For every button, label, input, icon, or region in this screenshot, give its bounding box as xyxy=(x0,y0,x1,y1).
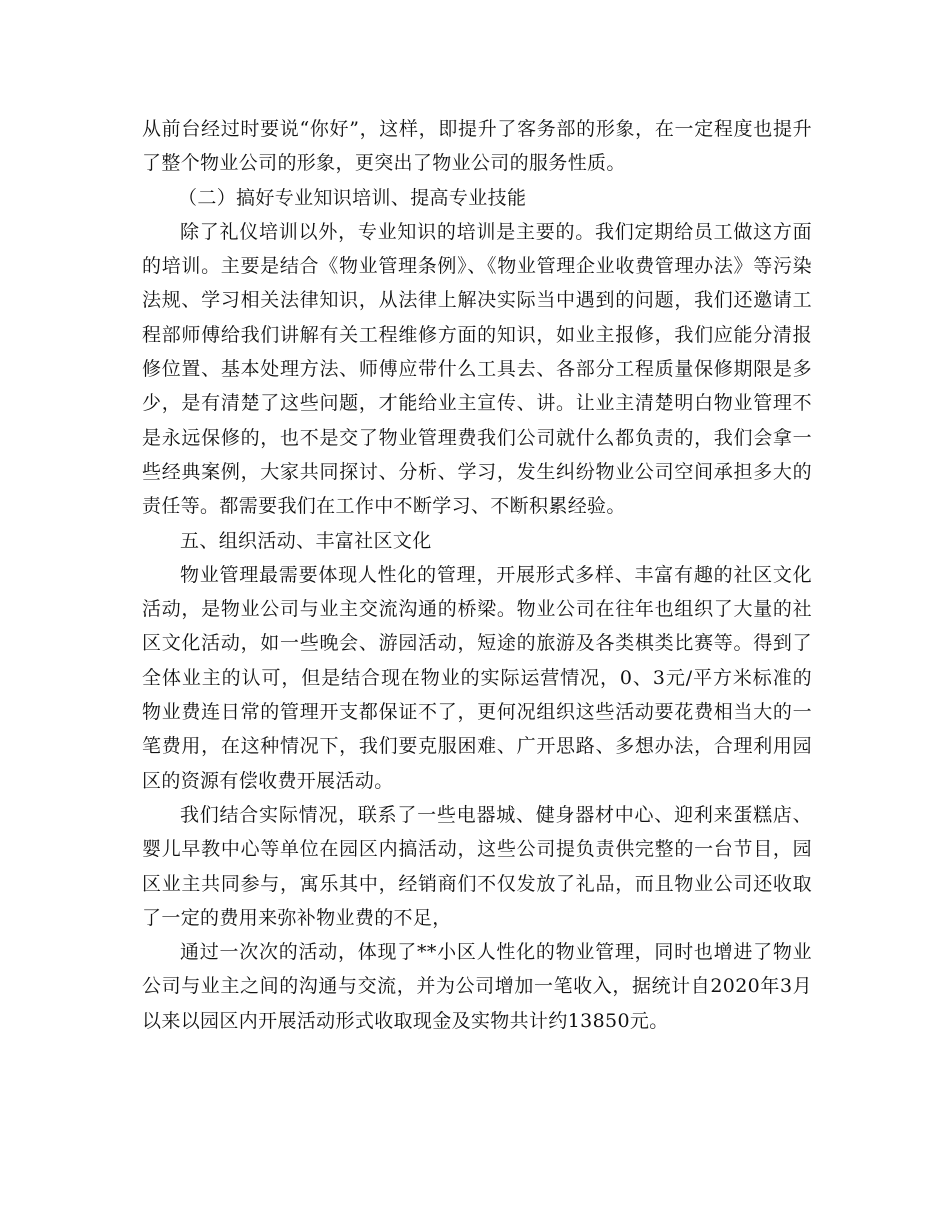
section-heading-community-culture: 五、组织活动、丰富社区文化 xyxy=(180,529,432,552)
paragraph-professional-training: 除了礼仪培训以外，专业知识的培训是主要的。我们定期给员工做这方面的培训。主要是结合《物业管理条例》、《物业管理企业收费管理办法》等污染法规、学习相关法律知识，从法律上解决实际当中遇到的问题，我们还邀请工程部师傅给我们讲解有关工程维修方面的知识，如业主报修，我们应能分清报修位置、基本处理方法、师傅应带什么工具去、各部分工程质量保修期限是多少，是有清楚了这些问题，才能给业主宣传、讲。让业主清楚明白物业管理不是永远保修的，也不是交了物业管理费我们公司就什么都负责的，我们会拿一些经典案例，大家共同探讨、分析、学习，发生纠纷物业公司空间承担多大的责任等。都需要我们在工作中不断学习、不断积累经验。 xyxy=(142,220,812,518)
paragraph-continuation: 从前台经过时要说“你好”，这样，即提升了客务部的形象，在一定程度也提升了整个物业公司的形象，更突出了物业公司的服务性质。 xyxy=(142,118,812,175)
paragraph-partner-events: 我们结合实际情况，联系了一些电器城、健身器材中心、迎利来蛋糕店、婴儿早教中心等单位在园区内搞活动，这些公司提负责供完整的一台节目，园区业主共同参与，寓乐其中，经销商们不仅发放了礼品，而且物业公司还收取了一定的费用来弥补物业费的不足， xyxy=(142,803,812,929)
paragraph-activity-income: 通过一次次的活动，体现了**小区人性化的物业管理，同时也增进了物业公司与业主之间的沟通与交流，并为公司增加一笔收入，据统计自2020年3月以来以园区内开展活动形式收取现金及实物共计约13850元。 xyxy=(142,941,812,1032)
paragraph-community-activities: 物业管理最需要体现人性化的管理，开展形式多样、丰富有趣的社区文化活动，是物业公司与业主交流沟通的桥梁。物业公司在往年也组织了大量的社区文化活动，如一些晚会、游园活动，短途的旅游及各类棋类比赛等。得到了全体业主的认可，但是结合现在物业的实际运营情况，0、3元/平方米标准的物业费连日常的管理开支都保证不了，更何况组织这些活动要花费相当大的一笔费用，在这种情况下，我们要克服困难、广开思路、多想办法，合理利用园区的资源有偿收费开展活动。 xyxy=(142,563,812,792)
section-heading-professional-training: （二）搞好专业知识培训、提高专业技能 xyxy=(178,186,527,209)
document-body xyxy=(142,112,812,1038)
